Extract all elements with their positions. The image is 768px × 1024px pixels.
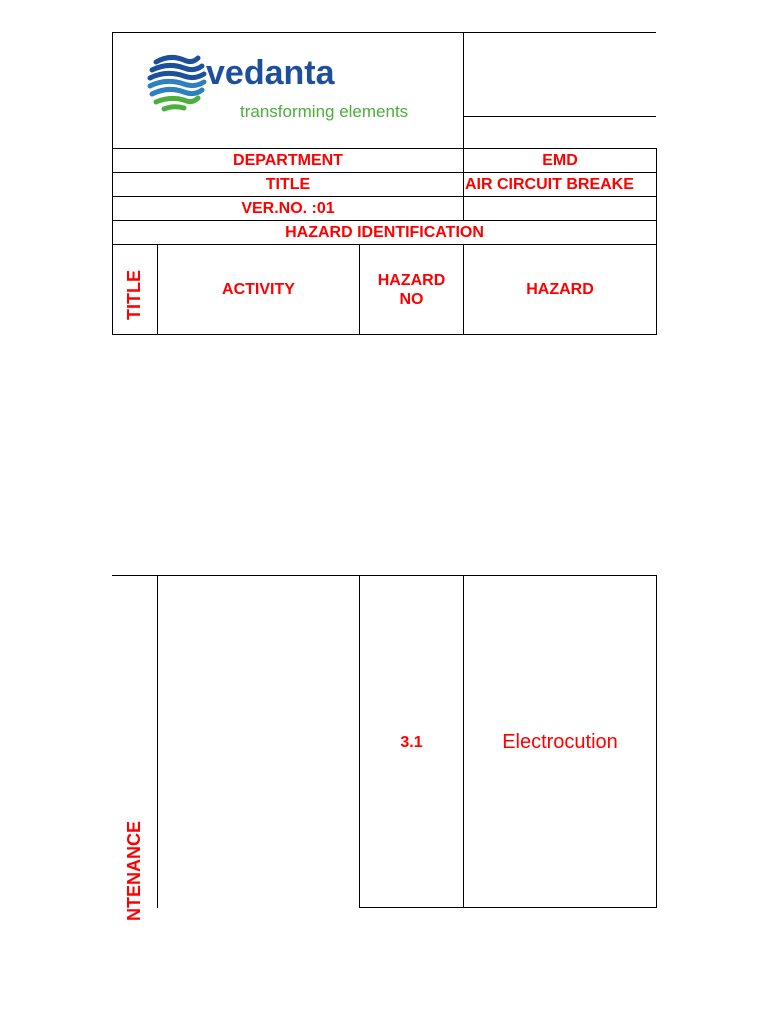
department-value: EMD (542, 152, 578, 169)
section-title: HAZARD IDENTIFICATION (285, 224, 484, 241)
version-label: VER.NO. :01 (241, 200, 335, 217)
row-hazard-cell: Electrocution (502, 730, 618, 753)
title-label: TITLE (265, 176, 311, 193)
column-header-hazard-no-line2: NO (399, 290, 424, 308)
column-header-activity: ACTIVITY (222, 281, 295, 298)
row-hazard-no-cell: 3.1 (400, 733, 423, 751)
row-activity-cell (158, 576, 359, 907)
column-header-hazard-no-line1: HAZARD (377, 271, 446, 289)
vedanta-globe-icon (144, 50, 210, 116)
column-header-hazard: HAZARD (526, 281, 594, 298)
column-header-title: TITLE (124, 270, 144, 320)
department-label: DEPARTMENT (233, 152, 343, 169)
title-value: AIR CIRCUIT BREAKE (465, 176, 634, 193)
company-logo (140, 46, 460, 126)
logo-wordmark: vedanta (206, 54, 335, 92)
column-header-hazard-no (360, 245, 463, 334)
row-title-cell: NTENANCE (124, 820, 144, 921)
logo-tagline: transforming elements (240, 102, 409, 121)
